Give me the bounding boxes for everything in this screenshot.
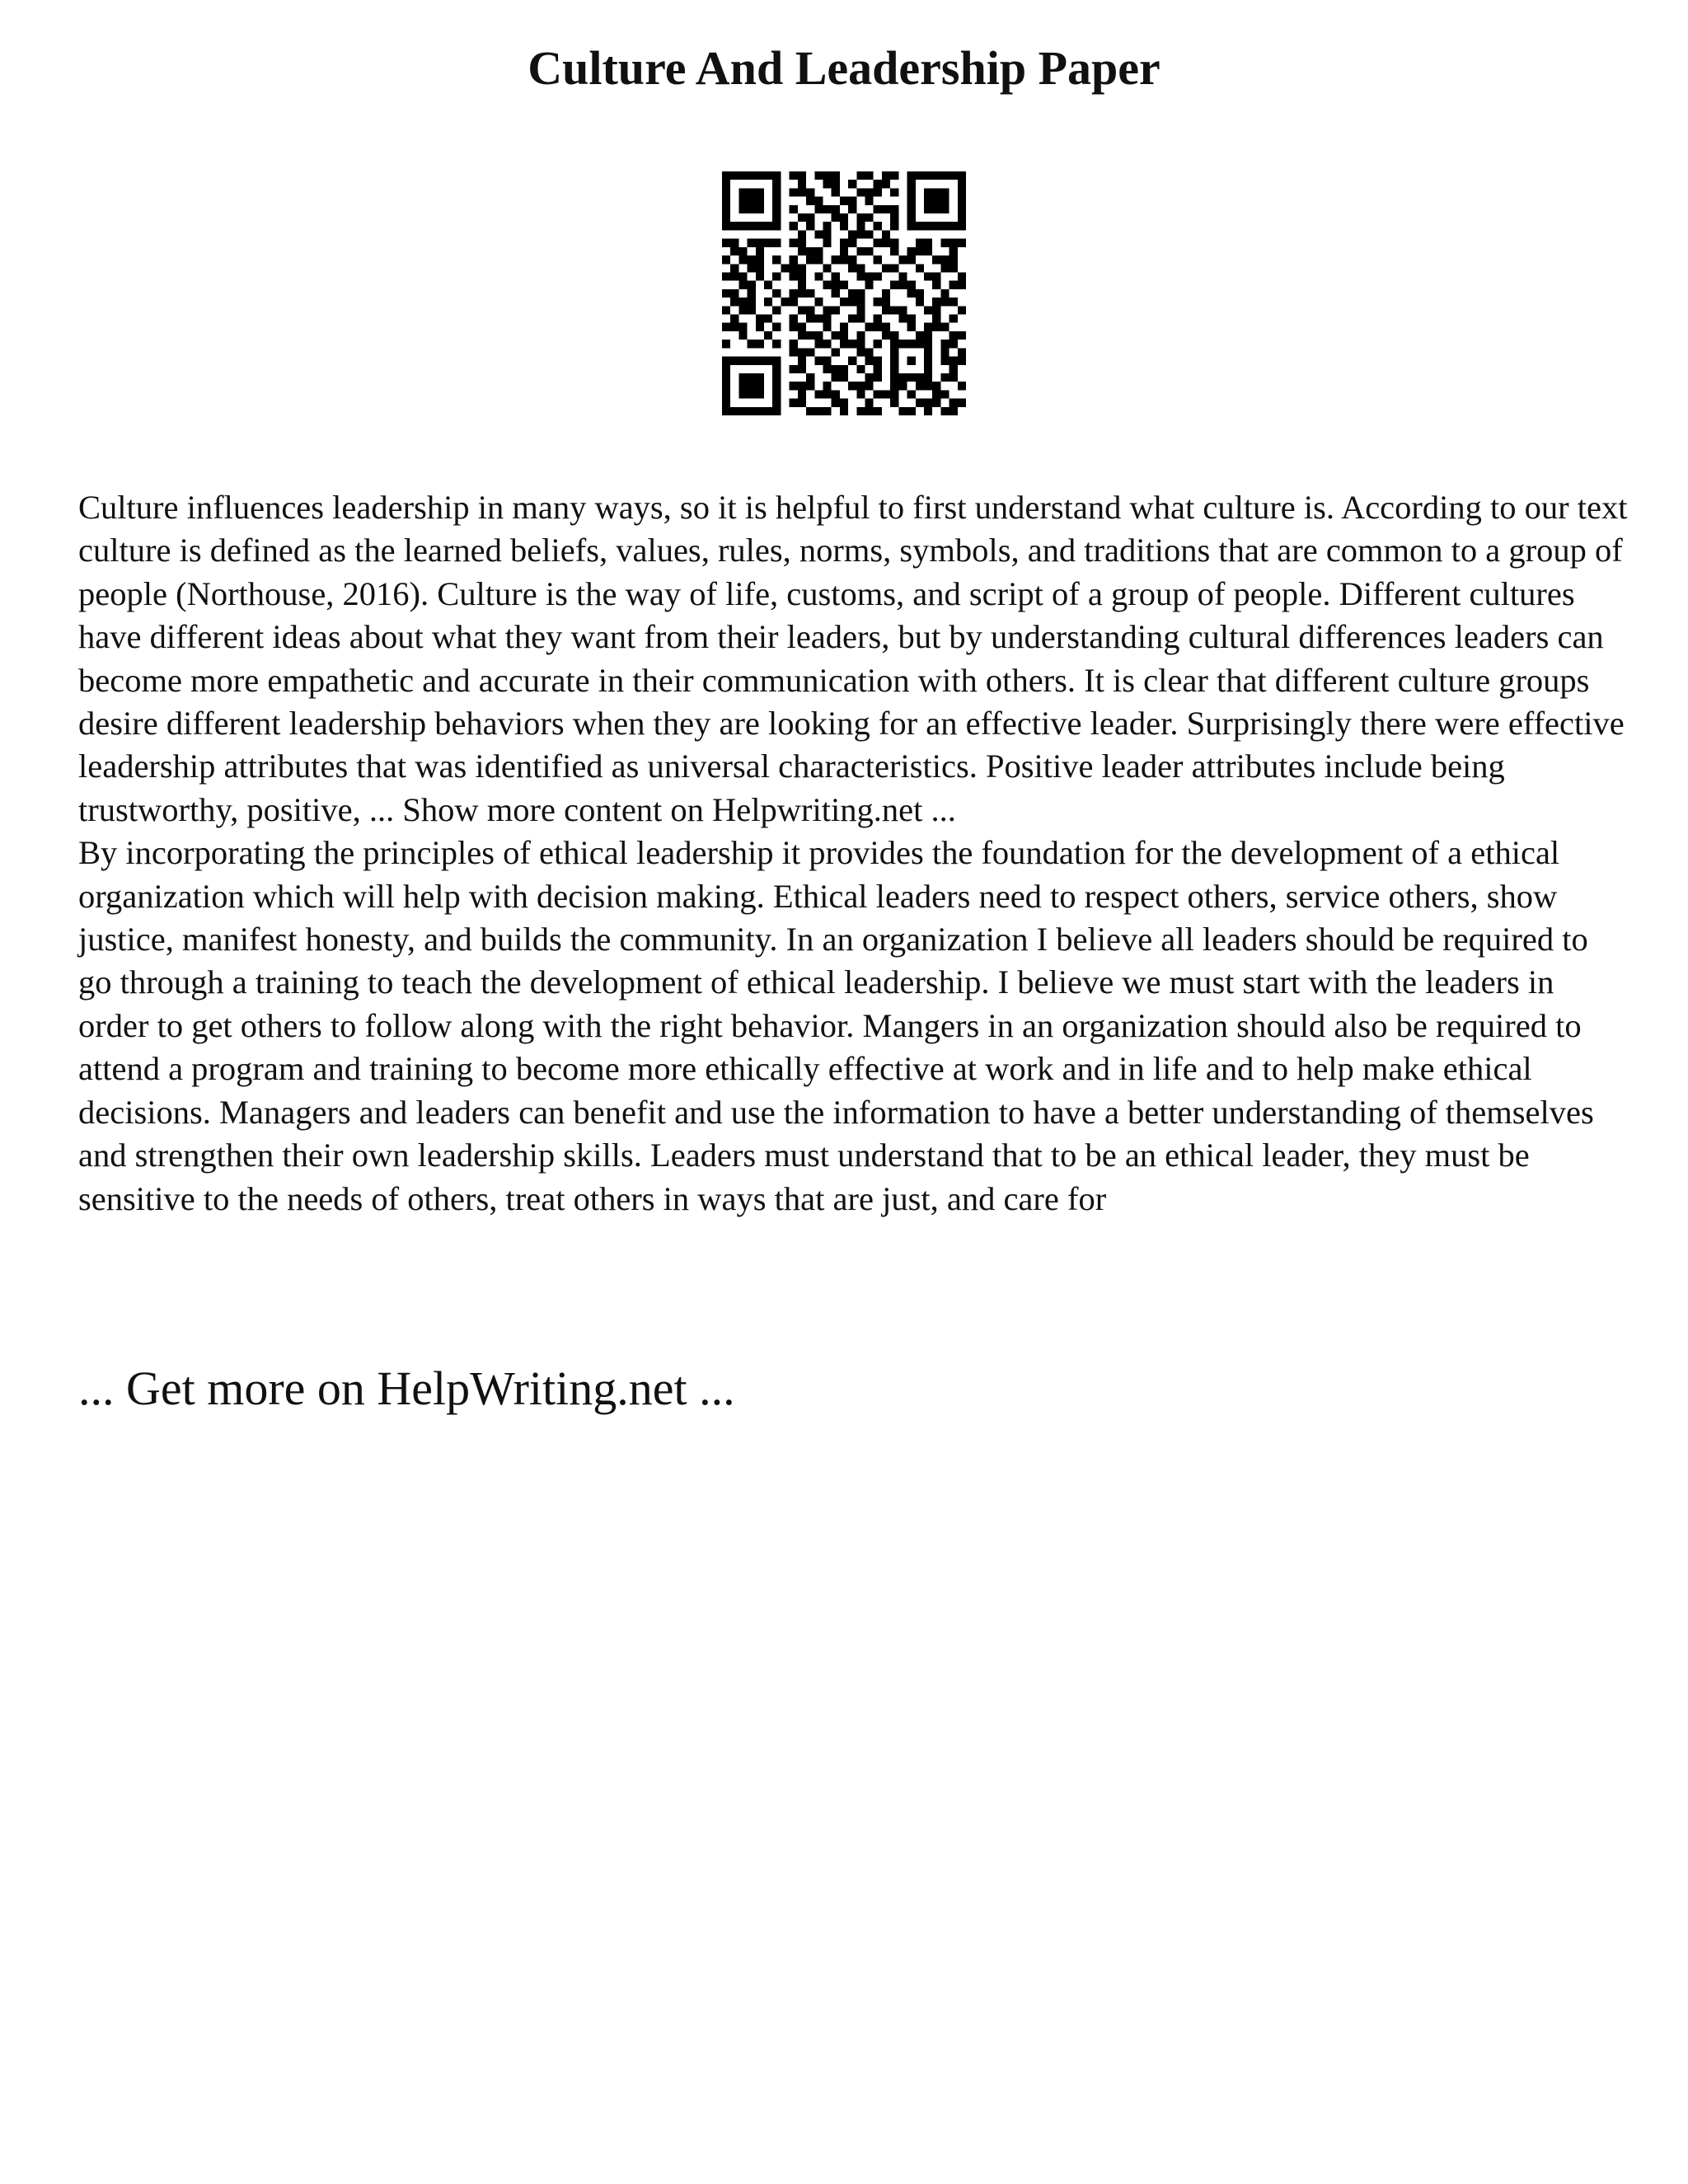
qr-code-icon[interactable] (722, 171, 966, 415)
page-title: Culture And Leadership Paper (528, 41, 1160, 95)
paragraph: Culture influences leadership in many ways, so it is helpful to first understand what culture is. According to our text culture is defined as the learned beliefs, values, rules, norms, symbols, and traditions that are common to a group of people (Northouse, 2016). Culture is the way of life, customs, and script of a group of people. Different cultures have different ideas about what they want from their leaders, but by understanding cultural differences leaders can become more empathetic and accurate in their communication with others. It is clear that different culture groups desire different leadership behaviors when they are looking for an effective leader. Surprisingly there were effective leadership attributes that was identified as universal characteristics. Positive leader attributes include being trustworthy, positive, ... Show more content on Helpwriting.net ... (78, 489, 1628, 828)
paragraph: By incorporating the principles of ethical leadership it provides the foundation for the development of a ethical organization which will help with decision making. Ethical leaders need to respect others, service others, show justice, manifest honesty, and builds the community. In an organization I believe all leaders should be required to go through a training to teach the development of ethical leadership. I believe we must start with the leaders in order to get others to follow along with the right behavior. Mangers in an organization should also be required to attend a program and training to become more ethically effective at work and in life and to help make ethical decisions. Managers and leaders can benefit and use the information to have a better understanding of themselves and strengthen their own leadership skills. Leaders must understand that to be an ethical leader, they must be sensitive to the needs of others, treat others in ways that are just, and care for (78, 834, 1594, 1217)
article-body (78, 486, 1628, 1221)
get-more-link[interactable]: ... Get more on HelpWriting.net ... (78, 1361, 735, 1415)
